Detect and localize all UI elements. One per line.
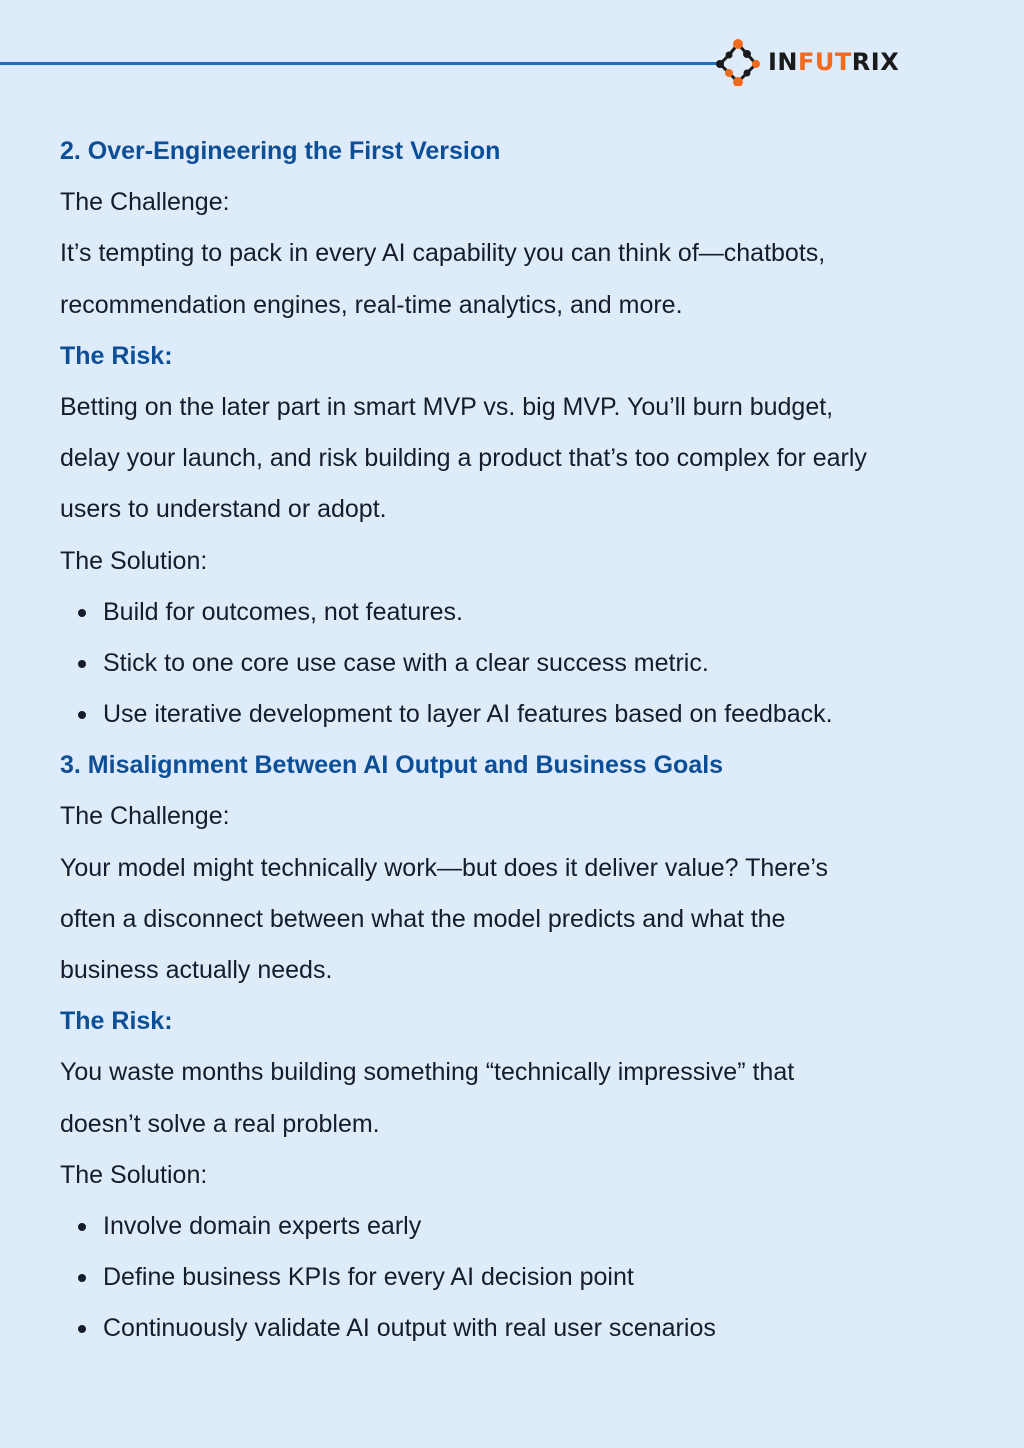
section-3-solution-item: [60, 1303, 960, 1354]
bullet-text: Use iterative development to layer AI features based on feedback.: [103, 700, 833, 729]
section-3-solution-item: [60, 1252, 960, 1303]
section-2-solution-item: [60, 638, 960, 689]
section-3-risk-line: doesn’t solve a real problem.: [60, 1109, 380, 1138]
bullet-dot: [78, 660, 86, 668]
bullet-text: Define business KPIs for every AI decision point: [103, 1263, 634, 1292]
section-3-solution-label: The Solution:: [60, 1160, 208, 1189]
document-body: [60, 126, 960, 1355]
bullet-dot: [78, 1274, 86, 1282]
logo-wordmark: [768, 50, 899, 74]
section-2-challenge-line: It’s tempting to pack in every AI capability you can think of—chatbots,: [60, 239, 826, 268]
section-2-solution-item: [60, 587, 960, 638]
logo-part-fut: FUT: [798, 48, 852, 76]
section-2-challenge-label: The Challenge:: [60, 188, 230, 217]
bullet-text: Continuously validate AI output with real user scenarios: [103, 1314, 716, 1343]
section-2-challenge-line: recommendation engines, real-time analytics, and more.: [60, 290, 683, 319]
section-3-challenge-line: Your model might technically work—but does it deliver value? There’s: [60, 853, 828, 882]
bullet-dot: [78, 711, 86, 719]
section-3-solution-item: [60, 1201, 960, 1252]
logo-part-rix: RIX: [851, 48, 900, 76]
brand-logo: [716, 38, 899, 86]
section-2-risk-label: The Risk:: [60, 341, 173, 370]
bullet-dot: [78, 609, 86, 617]
section-3-heading: 3. Misalignment Between AI Output and Business Goals: [60, 751, 724, 780]
section-3-risk-line: You waste months building something “technically impressive” that: [60, 1058, 795, 1087]
section-3-challenge-line: business actually needs.: [60, 956, 333, 984]
bullet-text: Involve domain experts early: [103, 1211, 422, 1240]
section-2-risk-line: users to understand or adopt.: [60, 495, 387, 524]
section-3-challenge-label: The Challenge:: [60, 802, 230, 831]
infutrix-network-icon: [716, 38, 762, 86]
header-rule: [0, 62, 718, 65]
section-2-heading: 2. Over-Engineering the First Version: [60, 137, 501, 165]
section-2-solution-item: [60, 689, 960, 740]
bullet-text: Stick to one core use case with a clear success metric.: [103, 648, 709, 677]
section-2-risk-line: Betting on the later part in smart MVP vs. big MVP. You’ll burn budget,: [60, 392, 834, 421]
section-2-risk-line: delay your launch, and risk building a product that’s too complex for early: [60, 444, 867, 473]
section-3-challenge-line: often a disconnect between what the model predicts and what the: [60, 904, 786, 933]
section-2-solution-label: The Solution:: [60, 546, 208, 575]
logo-part-in: IN: [768, 48, 799, 76]
bullet-dot: [78, 1223, 86, 1231]
bullet-dot: [78, 1325, 86, 1333]
section-3-risk-label: The Risk:: [60, 1007, 173, 1036]
bullet-text: Build for outcomes, not features.: [103, 597, 463, 626]
